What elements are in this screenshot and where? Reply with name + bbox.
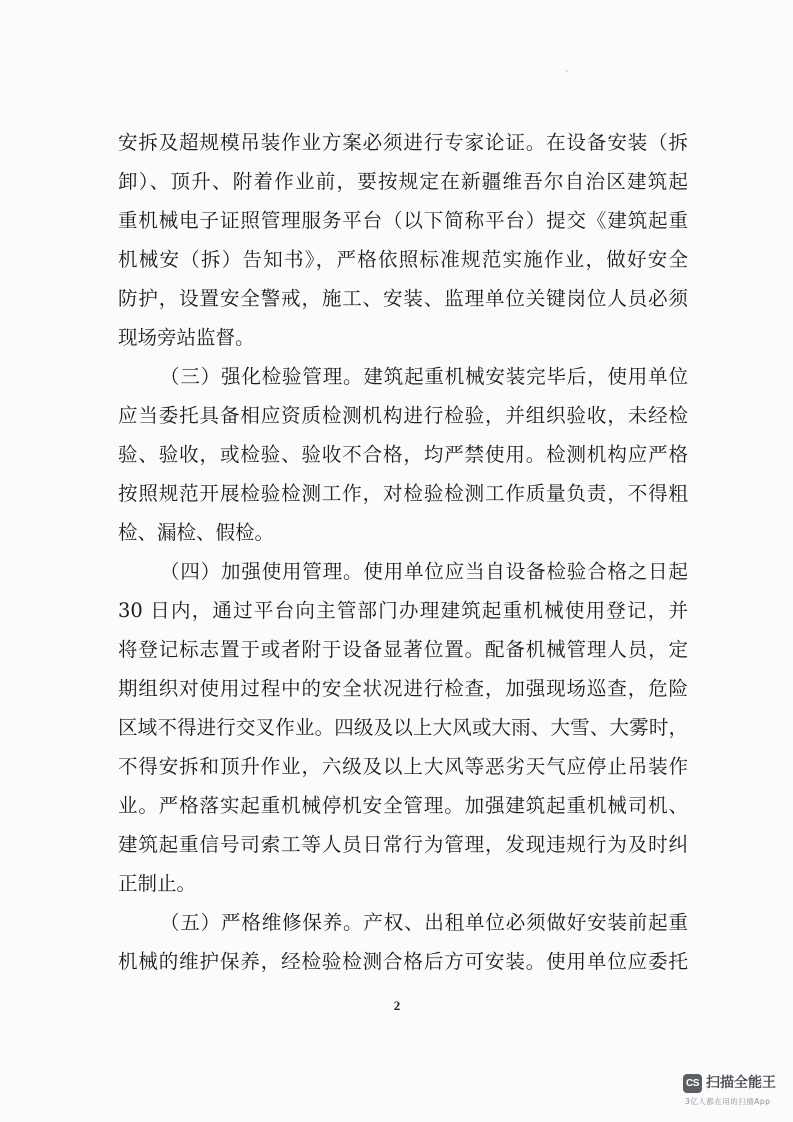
- body-line: 安拆及超规模吊装作业方案必须进行专家论证。在设备安装（拆: [118, 131, 688, 154]
- body-line: 防护，设置安全警戒，施工、安装、监理单位关键岗位人员必须: [118, 287, 688, 310]
- body-line: 现场旁站监督。: [118, 326, 255, 349]
- body-line: 30 日内，通过平台向主管部门办理建筑起重机械使用登记，并: [118, 599, 688, 622]
- body-line: 期组织对使用过程中的安全状况进行检查，加强现场巡查，危险: [118, 677, 688, 700]
- section-heading-line: （三）强化检验管理。建筑起重机械安装完毕后，使用单位: [160, 365, 688, 388]
- body-line: 区域不得进行交叉作业。四级及以上大风或大雨、大雪、大雾时，: [118, 716, 688, 739]
- scanner-watermark: [683, 1071, 783, 1111]
- body-line: 检、漏检、假检。: [118, 521, 275, 544]
- body-line: 按照规范开展检验检测工作，对检验检测工作质量负责，不得粗: [118, 482, 688, 505]
- body-line: 验、验收，或检验、验收不合格，均严禁使用。检测机构应严格: [118, 443, 688, 466]
- body-line: 重机械电子证照管理服务平台（以下简称平台）提交《建筑起重: [118, 209, 688, 232]
- section-heading-line: （四）加强使用管理。使用单位应当自设备检验合格之日起: [160, 560, 688, 583]
- body-line: 业。严格落实起重机械停机安全管理。加强建筑起重机械司机、: [118, 794, 688, 817]
- watermark-tagline: 3亿人都在用的扫描App: [685, 1097, 771, 1106]
- body-line: 不得安拆和顶升作业，六级及以上大风等恶劣天气应停止吊装作: [118, 755, 688, 778]
- body-line: 卸）、顶升、附着作业前，要按规定在新疆维吾尔自治区建筑起: [118, 170, 688, 193]
- page-number: 2: [393, 998, 401, 1013]
- section-heading-line: （五）严格维修保养。产权、出租单位必须做好安装前起重: [160, 911, 688, 934]
- camscanner-logo-icon: CS: [683, 1074, 702, 1093]
- body-line: 机械的维护保养，经检验检测合格后方可安装。使用单位应委托: [118, 950, 688, 973]
- body-line: 机械安（拆）告知书》，严格依照标准规范实施作业，做好安全: [118, 248, 688, 271]
- watermark-title: 扫描全能王: [706, 1075, 776, 1091]
- scan-speck: [566, 70, 568, 72]
- body-line: 将登记标志置于或者附于设备显著位置。配备机械管理人员，定: [118, 638, 688, 661]
- body-line: 应当委托具备相应资质检测机构进行检验，并组织验收，未经检: [118, 404, 688, 427]
- body-line: 建筑起重信号司索工等人员日常行为管理，发现违规行为及时纠: [118, 833, 688, 856]
- body-line: 正制止。: [118, 872, 197, 895]
